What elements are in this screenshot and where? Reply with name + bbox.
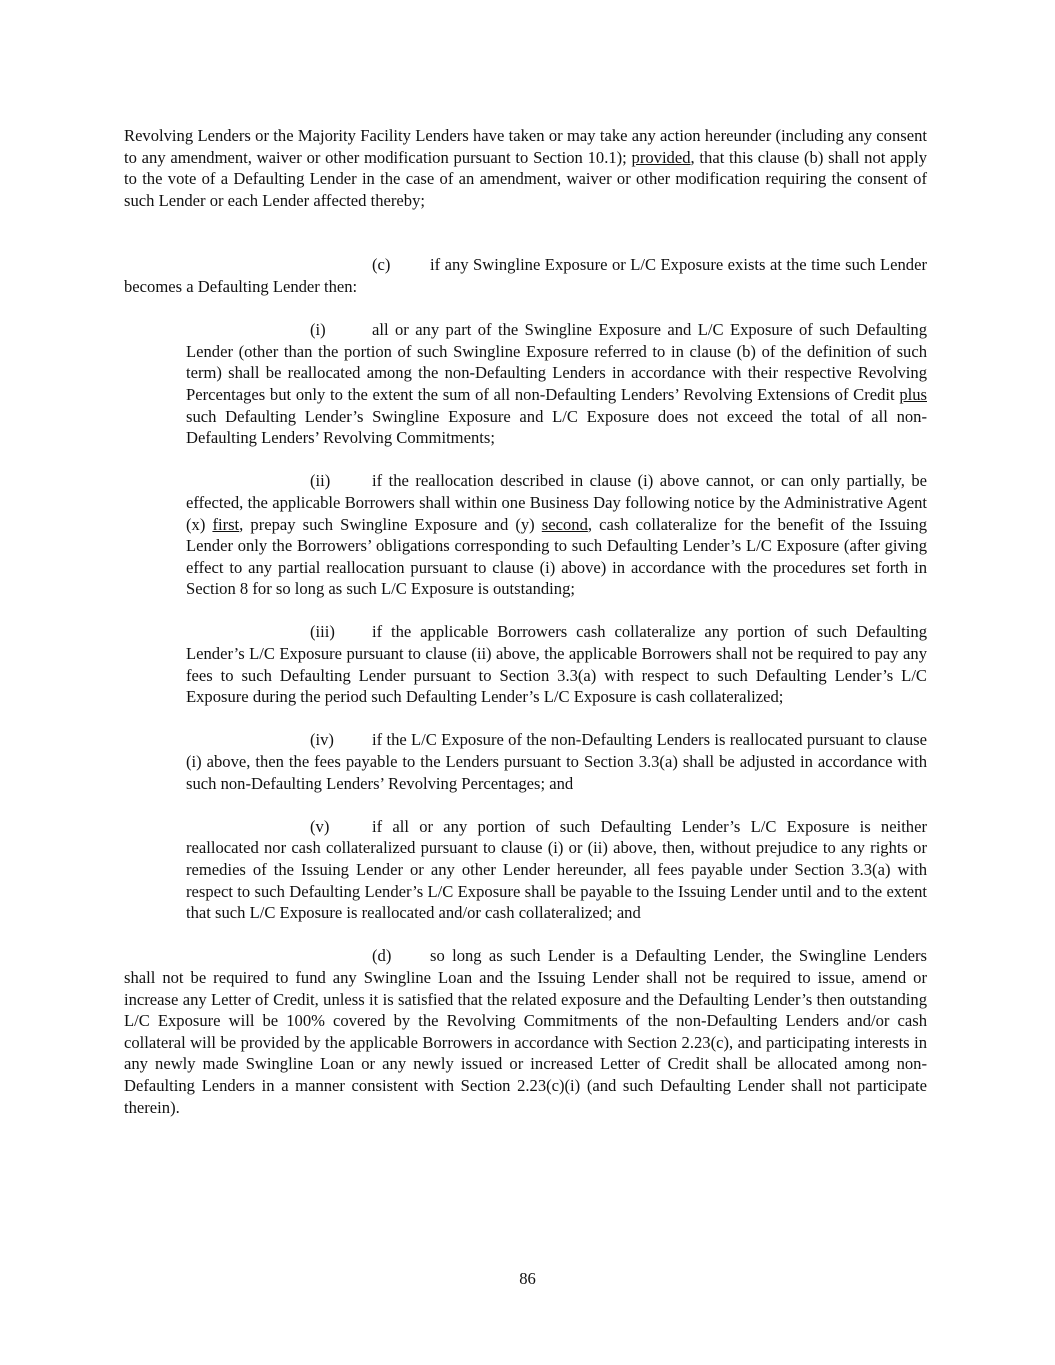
clause-c-text: if any Swingline Exposure or L/C Exposure exists at the time such Lender becomes a Defaulting Lender then: bbox=[124, 255, 927, 296]
clause-c bbox=[124, 254, 927, 297]
first-term: first bbox=[212, 514, 240, 534]
subclause-v bbox=[186, 816, 927, 924]
subclause-i-label: (i) bbox=[310, 320, 326, 340]
subclause-iv bbox=[186, 729, 927, 794]
subclause-ii-text-b: , prepay such Swingline Exposure and (y) bbox=[239, 514, 542, 534]
clause-d-label: (d) bbox=[372, 946, 392, 966]
subclause-i-text-a: all or any part of the Swingline Exposure and L/C Exposure of such Defaulting Lender (other than the portion of such Swingline Exposure referred to in clause (b) of the definition of such term) shall be reallocated among the non-Defaulting Lenders in accordance with their respective Revolving Percentages but only to the extent the sum of all non-Defaulting Lenders’ Revolving Extensions of Credit bbox=[186, 320, 927, 404]
subclause-ii-text-a: if the reallocation described in clause (i) above cannot, or can only partially, be effected, the applicable Borrowers shall within one Business Day following notice by the Administrative Agent (x) bbox=[186, 471, 927, 534]
subclause-ii-label: (ii) bbox=[310, 471, 331, 491]
subclause-i bbox=[186, 319, 927, 449]
subclause-iii-text: if the applicable Borrowers cash collateralize any portion of such Defaulting Lender’s L/C Exposure pursuant to clause (ii) above, the applicable Borrowers shall not be required to pay any fees to such Defaulting Lender pursuant to Section 3.3(a) with respect to such Defaulting Lender’s L/C Exposure during the period such Defaulting Lender’s L/C Exposure is cash collateralized; bbox=[186, 622, 927, 707]
second-term: second bbox=[541, 514, 588, 534]
subclause-iii-label: (iii) bbox=[310, 622, 335, 642]
clause-d bbox=[124, 945, 927, 1118]
intro-paragraph bbox=[124, 125, 927, 211]
document-body bbox=[124, 125, 927, 1118]
intro-text-a: Revolving Lenders or the Majority Facility Lenders have taken or may take any action hereunder (including any consent to any amendment, waiver or other modification pursuant to Section 10.1); bbox=[124, 126, 927, 167]
subclause-iv-label: (iv) bbox=[310, 730, 334, 750]
clause-d-text: so long as such Lender is a Defaulting Lender, the Swingline Lenders shall not be required to fund any Swingline Loan and the Issuing Lender shall not be required to issue, amend or increase any Letter of Credit, unless it is satisfied that the related exposure and the Defaulting Lender’s then outstanding L/C Exposure will be 100% covered by the Revolving Commitments of the non-Defaulting Lenders and/or cash collateral will be provided by the applicable Borrowers in accordance with Section 2.23(c), and participating interests in any newly made Swingline Loan or any newly issued or increased Letter of Credit shall be allocated among non-Defaulting Lenders in a manner consistent with Section 2.23(c)(i) (and such Defaulting Lender shall not participate therein). bbox=[124, 946, 927, 1117]
subclause-iii bbox=[186, 621, 927, 707]
intro-text-b: , that this clause (b) shall not apply to the vote of a Defaulting Lender in the case of an amendment, waiver or other modification requiring the consent of such Lender or each Lender affected thereby; bbox=[124, 147, 928, 210]
subclause-v-label: (v) bbox=[310, 816, 330, 836]
subclause-i-text-b: such Defaulting Lender’s Swingline Exposure and L/C Exposure does not exceed the total of all non-Defaulting Lenders’ Revolving Commitments; bbox=[186, 406, 927, 448]
provided-term: provided bbox=[631, 147, 691, 167]
plus-term: plus bbox=[899, 384, 927, 404]
clause-c-label: (c) bbox=[372, 255, 391, 275]
subclause-v-text: if all or any portion of such Defaulting Lender’s L/C Exposure is neither reallocated nor cash collateralized pursuant to clause (i) or (ii) above, then, without prejudice to any rights or remedies of the Issuing Lender or any other Lender hereunder, all fees payable under Section 3.3(a) with respect to such Defaulting Lender’s L/C Exposure shall be payable to the Issuing Lender until and to the extent that such L/C Exposure is reallocated and/or cash collateralized; and bbox=[186, 816, 927, 923]
page-number: 86 bbox=[519, 1269, 536, 1288]
subclause-ii-text-c: , cash collateralize for the benefit of the Issuing Lender only the Borrowers’ obligations corresponding to such Defaulting Lender’s L/C Exposure (after giving effect to any partial reallocation pursuant to clause (i) above) in accordance with the procedures set forth in Section 8 for so long as such L/C Exposure is outstanding; bbox=[186, 514, 927, 599]
subclause-ii bbox=[186, 470, 927, 600]
subclause-iv-text: if the L/C Exposure of the non-Defaulting Lenders is reallocated pursuant to clause (i) above, then the fees payable to the Lenders pursuant to Section 3.3(a) shall be adjusted in accordance with such non-Defaulting Lenders’ Revolving Percentages; and bbox=[186, 730, 927, 793]
